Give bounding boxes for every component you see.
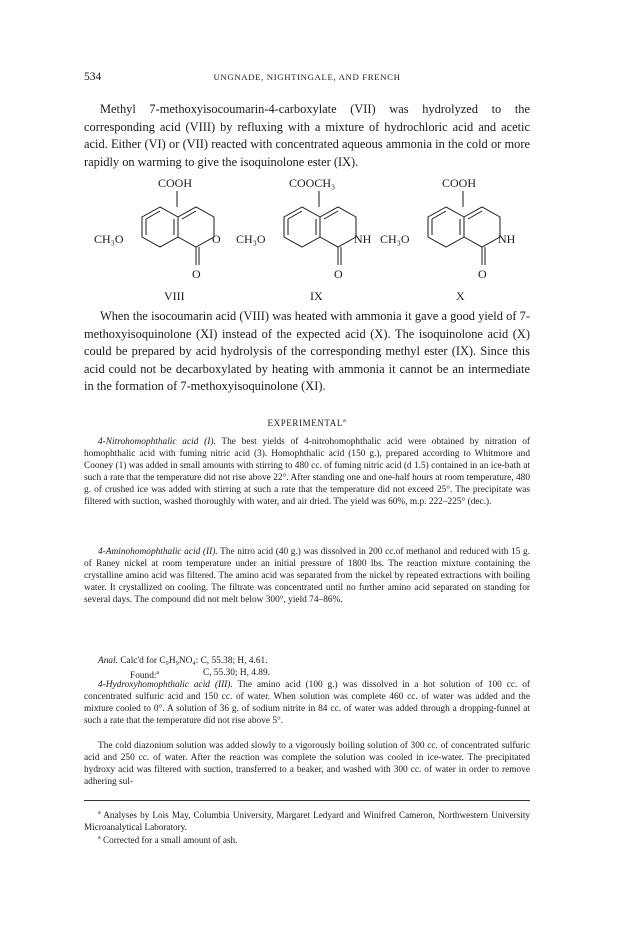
structure-top-group: COOCH₃ — [289, 177, 336, 190]
structure-label: VIII — [164, 289, 185, 303]
compound-heading: 4-Nitrohomophthalic acid (I). — [98, 437, 216, 447]
analysis-found-label: Found: — [130, 671, 157, 682]
structure-carbonyl-o: O — [478, 267, 487, 281]
section-title-footnote-mark: a — [342, 417, 347, 424]
structure-ring-atom: NH — [498, 232, 516, 246]
analysis-calc-row — [98, 655, 268, 667]
analysis-calc-values: C, 55.38; H, 4.61. — [200, 656, 268, 666]
analysis-found-footnote-mark: a — [156, 670, 160, 676]
analysis-found-values-row — [203, 667, 270, 679]
footnote-text: Analyses by Lois May, Columbia University, Margaret Ledyard and Winifred Cameron, Northwestern University Microanalytical Laboratory. — [84, 810, 530, 833]
section-title-experimental — [84, 417, 530, 428]
structure-ring-atom: O — [212, 232, 221, 246]
structure-x — [380, 177, 516, 303]
running-title: UNGNADE, NIGHTINGALE, AND FRENCH — [213, 72, 401, 82]
footnote-mark: a — [98, 835, 101, 841]
intro-paragraph-1: Methyl 7-methoxyisocoumarin-4-carboxylate (VII) was hydrolyzed to the corresponding acid (VIII) by refluxing with a mixture of hydrochloric acid and acetic acid. Either (VI) or (VII) reacted with concentrated aqueous ammonia in the cold or more rapidly on warming to give the isoquinolone ester (IX). — [84, 102, 530, 169]
page-header — [84, 71, 530, 87]
procedure-text: The amino acid (100 g.) was dissolved in a hot solution of 100 cc. of concentrated sulfuric acid and 150 cc. of water. When solution was complete 460 cc. of water was added and the mixture cooled to 0°. A solution of 36 g. of sodium nitrite in 84 cc. of water was added through a dropping-funnel at such a rate that the temperature did not rise above 5°. — [84, 680, 530, 727]
structure-viii — [94, 177, 221, 303]
structure-ring-atom: NH — [354, 232, 372, 246]
analysis-calc-label: Calc'd for C₉H₉NO₄: — [120, 656, 199, 666]
procedure-text: The best yields of 4-nitrohomophthalic acid were obtained by nitration of homophthalic acid with fuming nitric acid (3). Homophthalic acid (150 g.), prepared according to Whitmore and Cooney (1) was added in small amounts with stirring to 480 cc. of fuming nitric acid (d 1.5) contained in an ice-bath at such a rate that the temperature did not rise above 22°. After standing one and one-half hours at room temperature, 480 g. of crushed ice was added with stirring at such a rate that the temperature did not exceed 25°. The precipitate was filtered with suction, washed thoroughly with water, and air dried. The yield was 60%, m.p. 222–225° (dec.). — [84, 437, 531, 508]
structure-substituent: CH₃O — [236, 232, 266, 246]
footnote-mark: a — [98, 810, 101, 816]
procedure-text: The cold diazonium solution was added slowly to a vigorously boiling solution of 300 cc. of concentrated sulfuric acid and 250 cc. of water. After the reaction was complete the solution was cooled in ice-water. The precipitated hydroxy acid was filtered with suction, transferred to a beaker, and washed with 300 cc. of water in order to remove adhering sul- — [84, 741, 530, 788]
structures-svg — [84, 177, 530, 305]
footnote-rule — [84, 800, 530, 801]
structure-top-group: COOH — [158, 177, 193, 190]
footnote-1 — [84, 807, 530, 833]
procedure-text: The nitro acid (40 g.) was dissolved in 200 cc.of methanol and reduced with 15 g. of Raney nickel at room temperature under an initial pressure of 1800 lbs. The reaction mixture containing the crystalline amino acid was filtered. The amino acid was separated from the nickel by repeated extractions with boiling water. It crystallized on cooling. The filtrate was concentrated until no further amino acid separated on standing for several days. The compound did not melt below 300°, yield 74–86%. — [84, 547, 531, 606]
structure-substituent: CH₃O — [94, 232, 124, 246]
procedure-nitrohomophthalic — [84, 436, 530, 509]
procedure-diazonium — [84, 740, 530, 788]
structure-carbonyl-o: O — [334, 267, 343, 281]
footnote-2 — [84, 832, 530, 846]
analysis-found-values: C, 55.30; H, 4.89. — [203, 668, 270, 678]
structure-ix — [236, 177, 372, 303]
structure-label: X — [456, 289, 465, 303]
structure-carbonyl-o: O — [192, 267, 201, 281]
compound-heading: 4-Aminohomophthalic acid (II). — [98, 547, 218, 557]
analysis-label: Anal. — [98, 656, 118, 666]
footnote-text: Corrected for a small amount of ash. — [102, 835, 238, 846]
procedure-aminohomophthalic — [84, 546, 530, 606]
structure-top-group: COOH — [442, 177, 477, 190]
procedure-hydroxyhomophthalic — [84, 679, 530, 727]
structure-substituent: CH₃O — [380, 232, 410, 246]
section-title-text: EXPERIMENTAL — [267, 418, 343, 428]
structure-label: IX — [310, 289, 323, 303]
compound-heading: 4-Hydroxyhomophthalic acid (III). — [98, 680, 233, 690]
page-number: 534 — [84, 71, 102, 83]
chemical-structures-figure — [84, 177, 530, 305]
intro-paragraph-2: When the isocoumarin acid (VIII) was heated with ammonia it gave a good yield of 7-methoxyisoquinolone (XI) instead of the expected acid (X). The isoquinolone acid (X) could be prepared by acid hydrolysis of the corresponding methyl ester (IX). Since this acid could not be decarboxylated by heating with ammonia it cannot be an intermediate in the formation of 7-methoxyisoquinolone (XI). — [84, 309, 530, 394]
